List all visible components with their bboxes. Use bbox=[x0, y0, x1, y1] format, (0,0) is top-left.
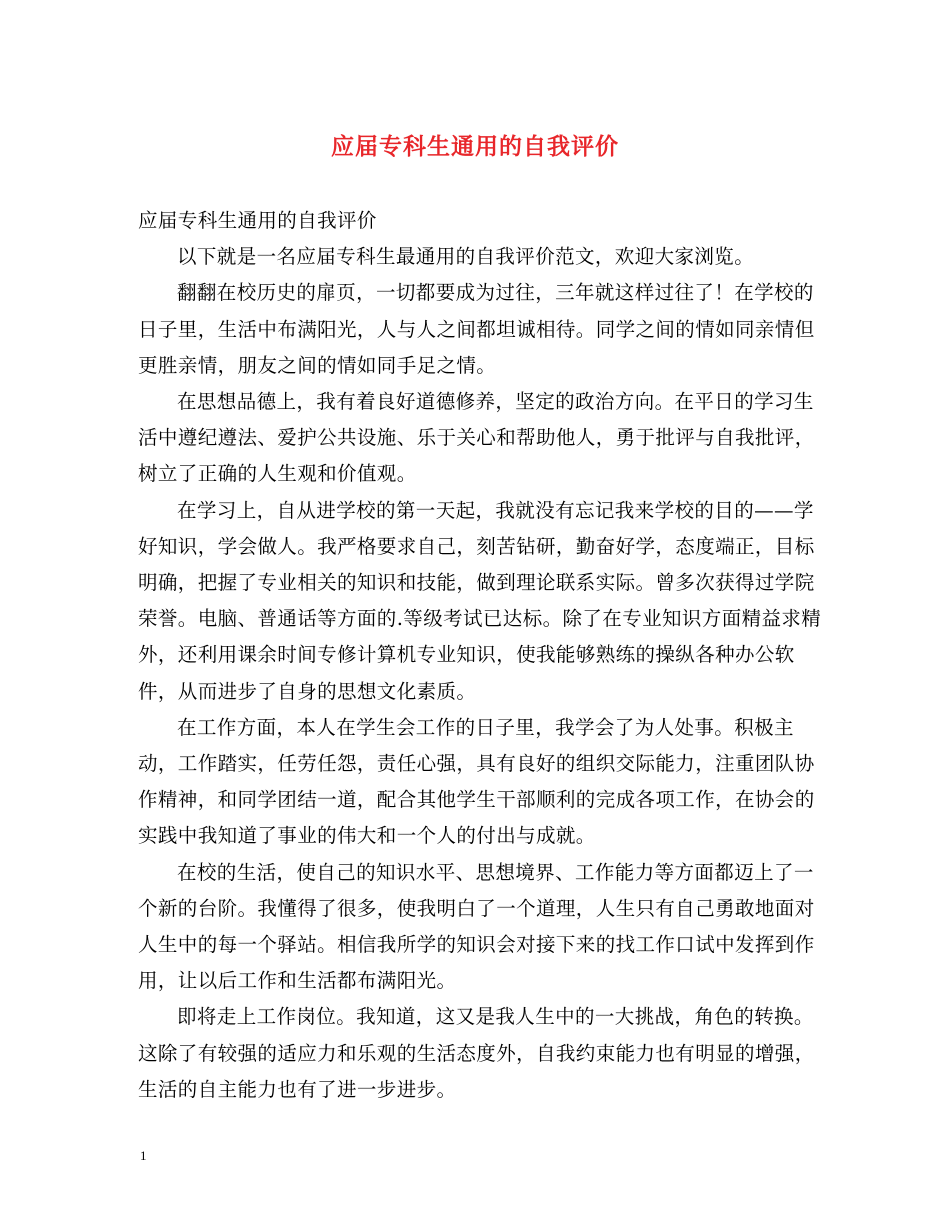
paragraph-work: 在工作方面，本人在学生会工作的日子里，我学会了为人处事。积极主动，工作踏实，任劳任怨，责任心强，具有良好的组织交际能力，注重团队协作精神，和同学团结一道，配合其他学生干部顺利的完成各项工作，在协会的实践中我知道了事业的伟大和一个人的付出与成就。 bbox=[138, 715, 815, 848]
paragraph-campus-life: 在校的生活，使自己的知识水平、思想境界、工作能力等方面都迈上了一个新的台阶。我懂得了很多，使我明白了一个道理，人生只有自己勇敢地面对人生中的每一个驿站。相信我所学的知识会对接下来的找工作口试中发挥到作用，让以后工作和生活都布满阳光。 bbox=[138, 860, 815, 993]
paragraph-school-memories: 翻翻在校历史的扉页，一切都要成为过往，三年就这样过往了！在学校的日子里，生活中布满阳光，人与人之间都坦诚相待。同学之间的情如同亲情但更胜亲情，朋友之间的情如同手足之情。 bbox=[138, 281, 815, 377]
paragraph-moral-character: 在思想品德上，我有着良好道德修养，坚定的政治方向。在平日的学习生活中遵纪遵法、爱护公共设施、乐于关心和帮助他人，勇于批评与自我批评，树立了正确的人生观和价值观。 bbox=[138, 390, 815, 486]
paragraph-study: 在学习上，自从进学校的第一天起，我就没有忘记我来学校的目的——学好知识，学会做人。我严格要求自己，刻苦钻研，勤奋好学，态度端正，目标明确，把握了专业相关的知识和技能，做到理论联系实际。曾多次获得过学院荣誉。电脑、普通话等方面的.等级考试已达标。除了在专业知识方面精益求精外，还利用课余时间专修计算机专业知识，使我能够熟练的操纵各种办公软件，从而进步了自身的思想文化素质。 bbox=[138, 498, 822, 703]
page-number: 1 bbox=[140, 1148, 147, 1163]
paragraph-intro: 以下就是一名应届专科生最通用的自我评价范文，欢迎大家浏览。 bbox=[177, 245, 755, 269]
document-body bbox=[138, 203, 828, 1108]
paragraph-future: 即将走上工作岗位。我知道，这又是我人生中的一大挑战，角色的转换。这除了有较强的适应力和乐观的生活态度外，自我约束能力也有明显的增强，生活的自主能力也有了进一步进步。 bbox=[138, 1005, 815, 1101]
document-subtitle: 应届专科生通用的自我评价 bbox=[138, 209, 377, 232]
document-title: 应届专科生通用的自我评价 bbox=[331, 133, 619, 160]
